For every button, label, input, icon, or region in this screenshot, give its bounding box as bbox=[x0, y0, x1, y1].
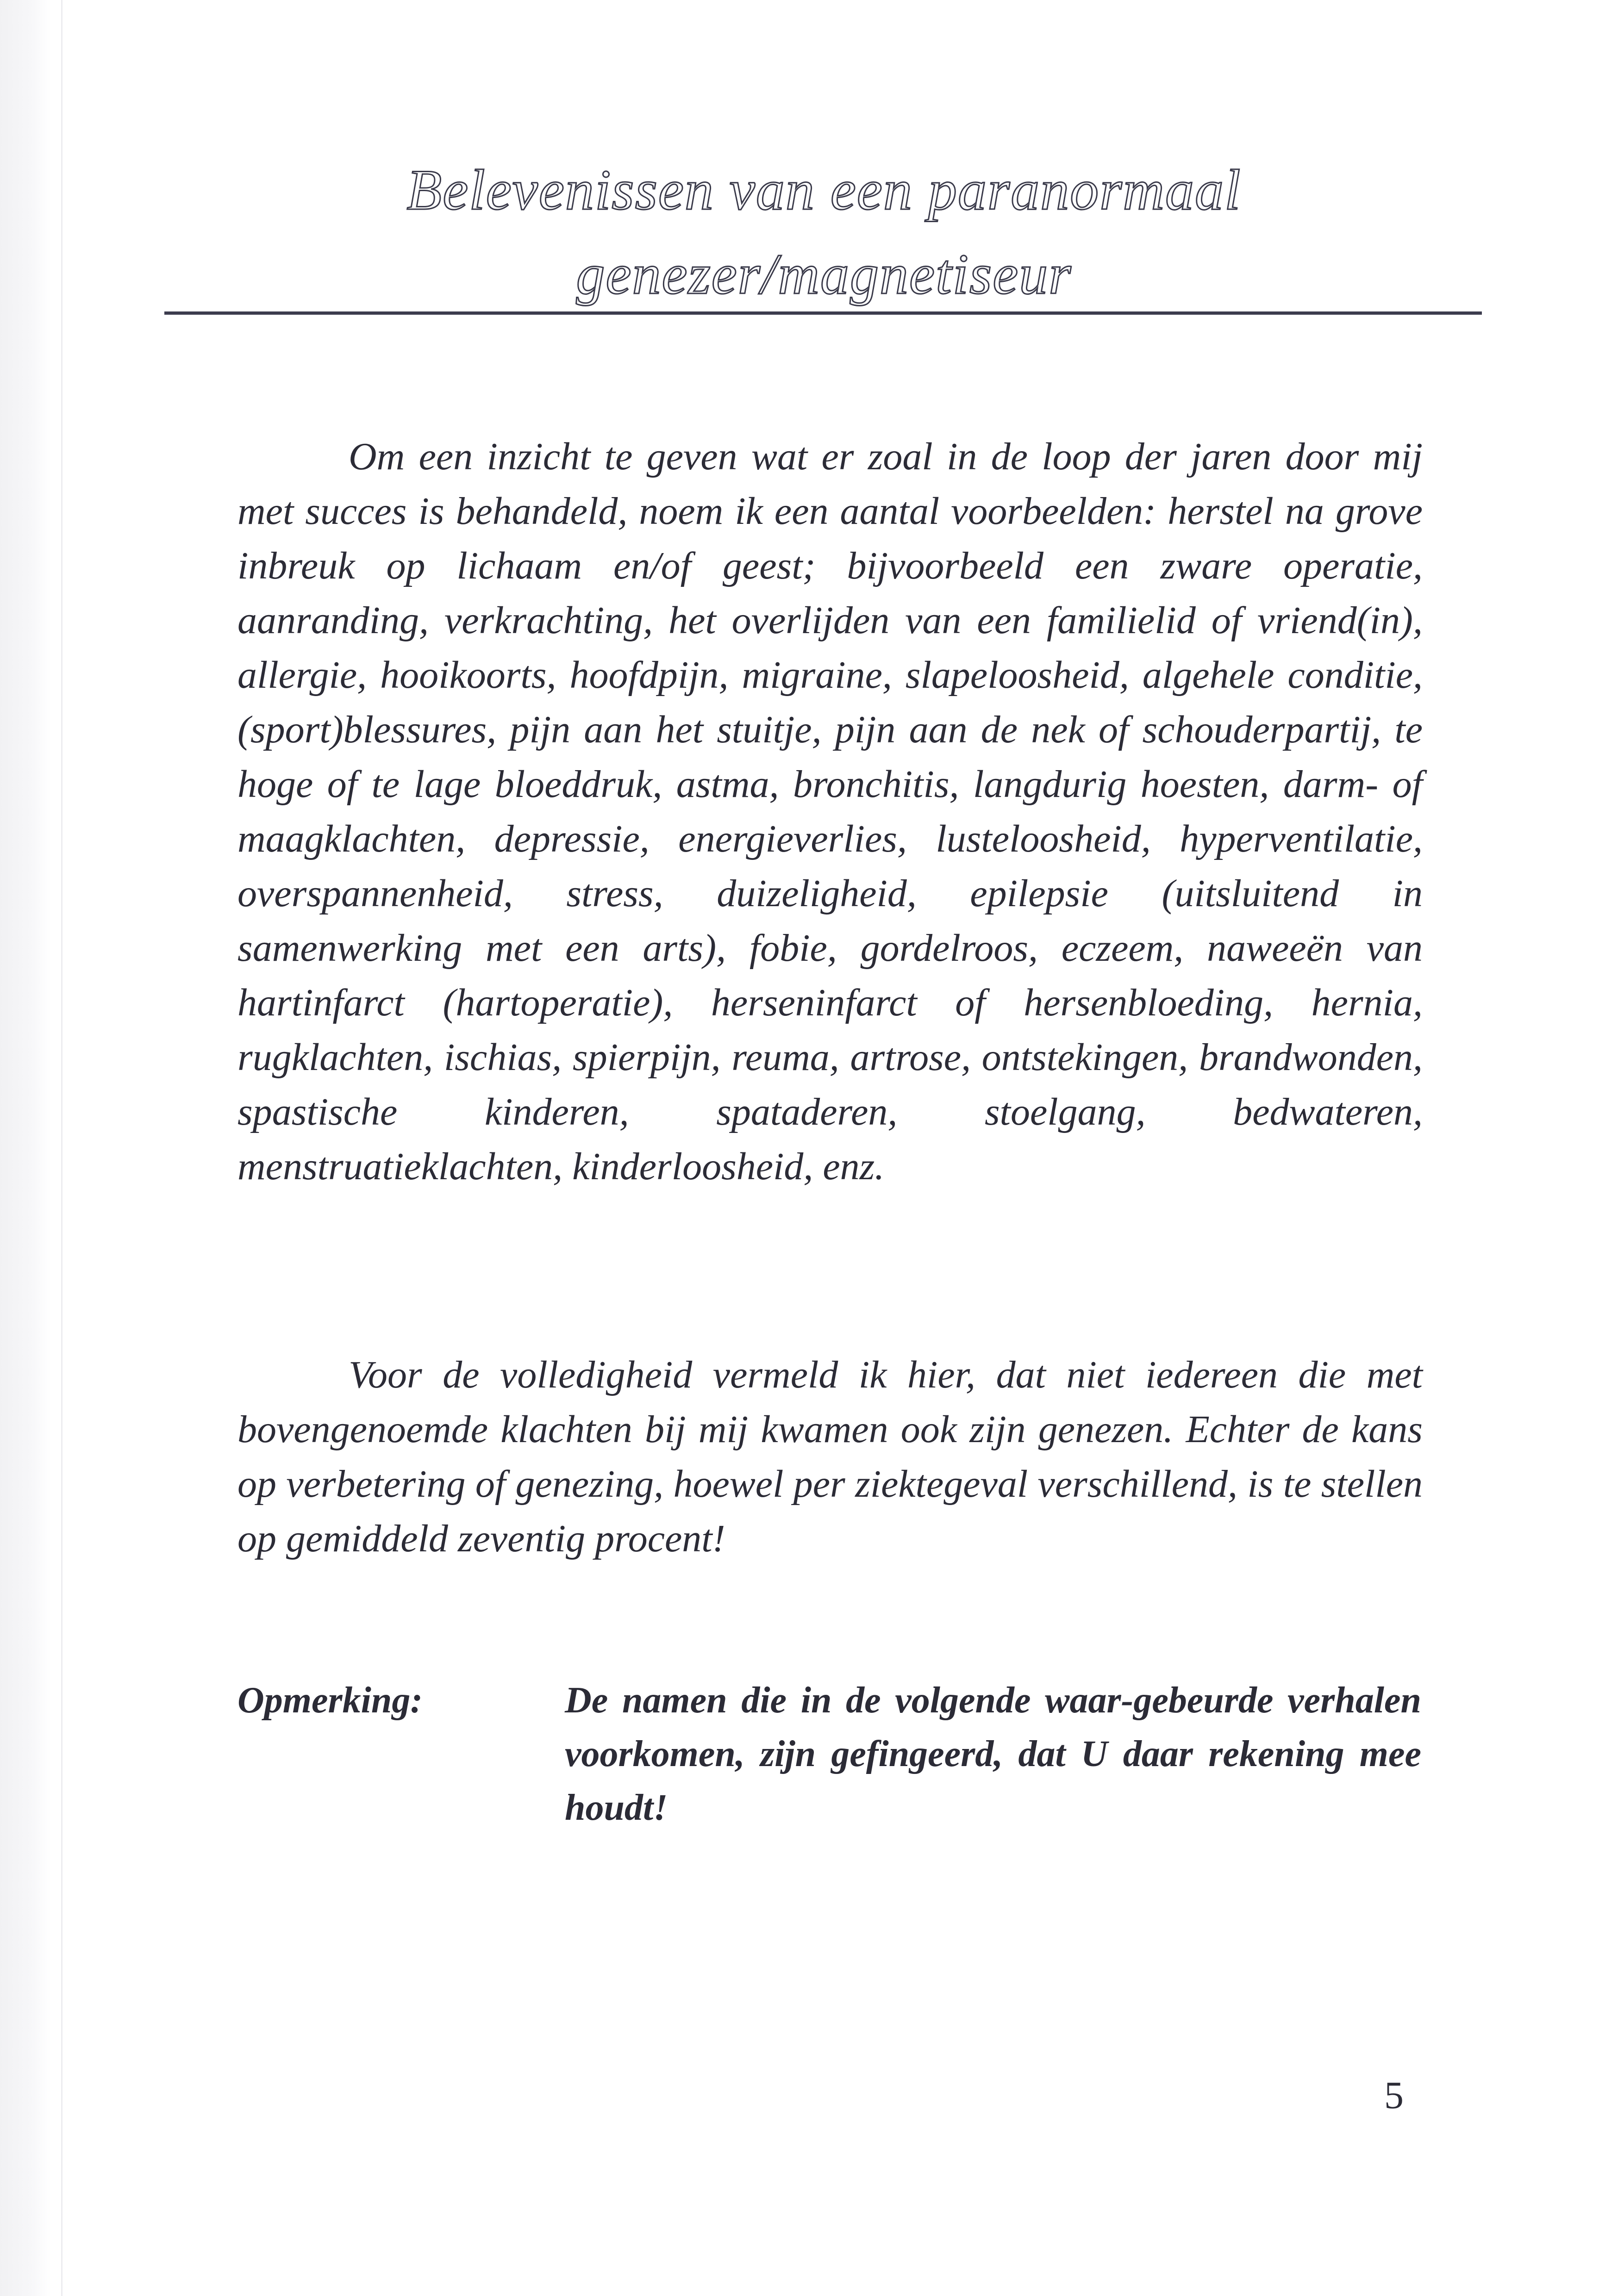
page-title bbox=[167, 148, 1481, 317]
title-line-1: Belevenissen van een paranormaal bbox=[406, 158, 1242, 222]
title-line-2: genezer/magnetiseur bbox=[576, 243, 1072, 306]
body-paragraph-2: Voor de volledigheid vermeld ik hier, dat niet iedereen die met bovengenoemde klachten bij mij kwamen ook zijn genezen. Echter de kans op verbetering of genezing, hoewel per ziektegeval verschillend, is te stellen op gemiddeld zeventig procent! bbox=[237, 1353, 1423, 1560]
remark-label: Opmerking: bbox=[237, 1680, 423, 1721]
title-underline bbox=[164, 311, 1482, 315]
page-number: 5 bbox=[1384, 2074, 1404, 2117]
remark-text: De namen die in de volgende waar-gebeurde verhalen voorkomen, zijn gefingeerd, dat U daar rekening mee houdt! bbox=[565, 1680, 1421, 1828]
body-paragraph-1: Om een inzicht te geven wat er zoal in de loop der jaren door mij met succes is behandeld, noem ik een aantal voorbeelden: herstel na grove inbreuk op lichaam en/of geest; bijvoorbeeld een zware operatie, aanranding, verkrachting, het overlijden van een familielid of vriend(in), allergie, hooikoorts, hoofdpijn, migraine, slapeloosheid, algehele conditie, (sport)blessures, pijn aan het stuitje, pijn aan de nek of schouderpartij, te hoge of te lage bloeddruk, astma, bronchitis, langdurig hoesten, darm- of maagklachten, depressie, energieverlies, lusteloosheid, hyperventilatie, overspannenheid, stress, duizeligheid, epilepsie (uitsluitend in samenwerking met een arts), fobie, gordelroos, eczeem, naweeën van hartinfarct (hartoperatie), herseninfarct of hersenbloeding, hernia, rugklachten, ischias, spierpijn, reuma, artrose, ontstekingen, brandwonden, spastische kinderen, spataderen, stoelgang, bedwateren, menstruatieklachten, kinderloosheid, enz. bbox=[237, 435, 1423, 1188]
